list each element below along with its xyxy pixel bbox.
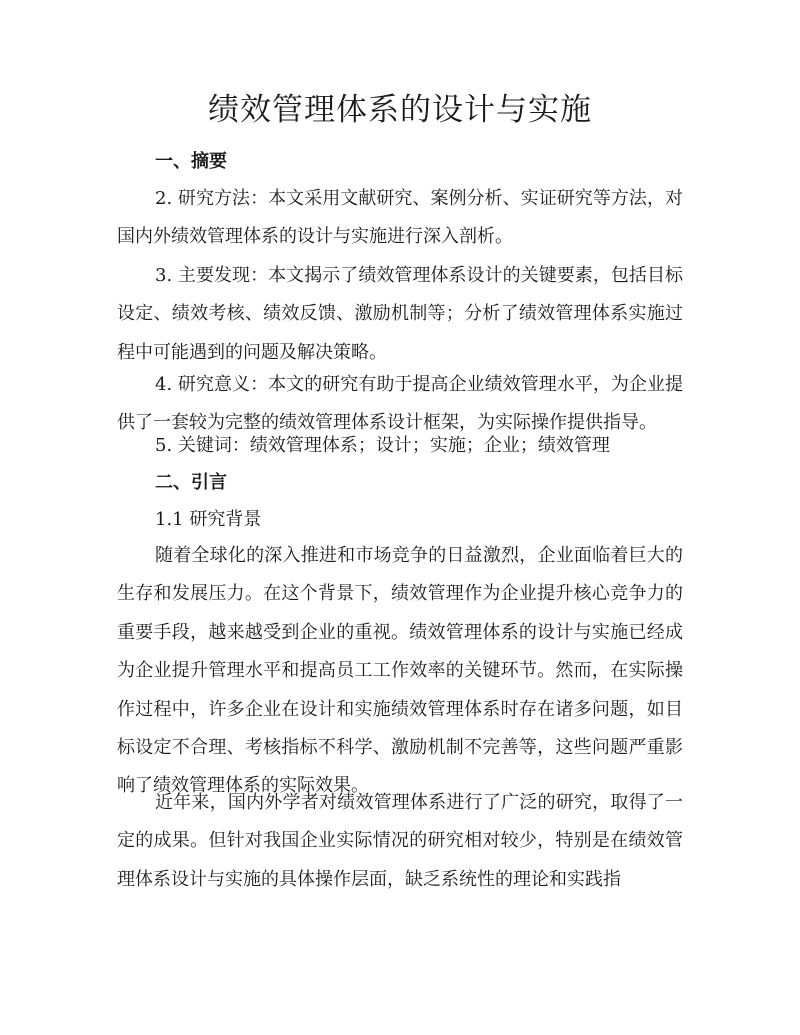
abstract-item-methods: 2. 研究方法：本文采用文献研究、案例分析、实证研究等方法，对国内外绩效管理体系的设计与实施进行深入剖析。 [117, 188, 683, 248]
abstract-item-keywords: 5. 关键词：绩效管理体系；设计；实施；企业；绩效管理 [155, 435, 610, 456]
background-paragraph-1: 随着全球化的深入推进和市场竞争的日益激烈，企业面临着巨大的生存和发展压力。在这个背景下，绩效管理作为企业提升核心竞争力的重要手段，越来越受到企业的重视。绩效管理体系的设计与实施已经成为企业提升管理水平和提高员工工作效率的关键环节。然而，在实际操作过程中，许多企业在设计和实施绩效管理体系时存在诸多问题，如目标设定不合理、考核指标不科学、激励机制不完善等，这些问题严重影响了绩效管理体系的实际效果。 [117, 545, 683, 797]
subsection-heading-background: 1.1 研究背景 [155, 509, 262, 530]
background-paragraph-2: 近年来，国内外学者对绩效管理体系进行了广泛的研究，取得了一定的成果。但针对我国企业实际情况的研究相对较少，特别是在绩效管理体系设计与实施的具体操作层面，缺乏系统性的理论和实践指 [117, 792, 683, 890]
document-title: 绩效管理体系的设计与实施 [208, 92, 592, 128]
abstract-item-findings: 3. 主要发现：本文揭示了绩效管理体系设计的关键要素，包括目标设定、绩效考核、绩效反馈、激励机制等；分析了绩效管理体系实施过程中可能遇到的问题及解决策略。 [117, 265, 683, 363]
section-heading-introduction: 二、引言 [155, 472, 227, 493]
section-heading-abstract: 一、摘要 [155, 151, 227, 172]
abstract-item-significance: 4. 研究意义：本文的研究有助于提高企业绩效管理水平，为企业提供了一套较为完整的绩效管理体系设计框架，为实际操作提供指导。 [117, 374, 683, 434]
